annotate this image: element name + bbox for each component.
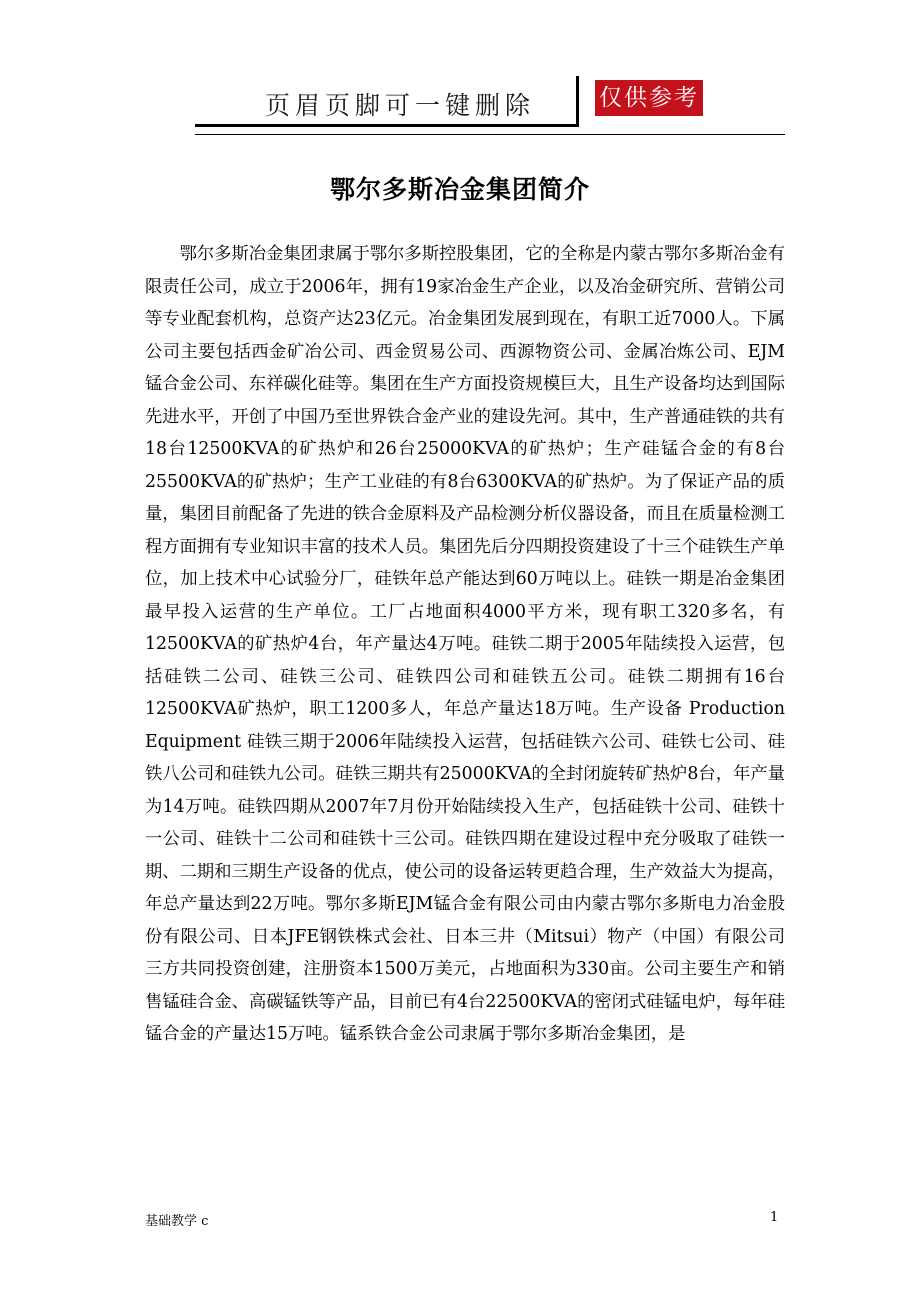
- document-title: 鄂尔多斯冶金集团简介: [329, 175, 590, 204]
- body-paragraph: 鄂尔多斯冶金集团隶属于鄂尔多斯控股集团，它的全称是内蒙古鄂尔多斯冶金有限责任公司，成立于2006年，拥有19家冶金生产企业，以及冶金研究所、营销公司等专业配套机构，总资产达23亿元。冶金集团发展到现在，有职工近7000人。下属公司主要包括西金矿冶公司、西金贸易公司、西源物资公司、金属冶炼公司、EJM锰合金公司、东祥碳化硅等。集团在生产方面投资规模巨大，且生产设备均达到国际先进水平，开创了中国乃至世界铁合金产业的建设先河。其中，生产普通硅铁的共有18台12500KVA的矿热炉和26台25000KVA的矿热炉；生产硅锰合金的有8台25500KVA的矿热炉；生产工业硅的有8台6300KVA的矿热炉。为了保证产品的质量，集团目前配备了先进的铁合金原料及产品检测分析仪器设备，而且在质量检测工程方面拥有专业知识丰富的技术人员。集团先后分四期投资建设了十三个硅铁生产单位，加上技术中心试验分厂，硅铁年总产能达到60万吨以上。硅铁一期是冶金集团最早投入运营的生产单位。工厂占地面积4000平方米，现有职工320多名，有12500KVA的矿热炉4台，年产量达4万吨。硅铁二期于2005年陆续投入运营，包括硅铁二公司、硅铁三公司、硅铁四公司和硅铁五公司。硅铁二期拥有16台12500KVA矿热炉，职工1200多人，年总产量达18万吨。生产设备 Production Equipment 硅铁三期于2006年陆续投入运营，包括硅铁六公司、硅铁七公司、硅铁八公司和硅铁九公司。硅铁三期共有25000KVA的全封闭旋转矿热炉8台，年产量为14万吨。硅铁四期从2007年7月份开始陆续投入生产，包括硅铁十公司、硅铁十一公司、硅铁十二公司和硅铁十三公司。硅铁四期在建设过程中充分吸取了硅铁一期、二期和三期生产设备的优点，使公司的设备运转更趋合理，生产效益大为提高，年总产量达到22万吨。鄂尔多斯EJM锰合金有限公司由内蒙古鄂尔多斯电力冶金股份有限公司、日本JFE钢铁株式会社、日本三井（Mitsui）物产（中国）有限公司三方共同投资创建，注册资本1500万美元，占地面积为330亩。公司主要生产和销售锰硅合金、高碳锰铁等产品，目前已有4台22500KVA的密闭式硅锰电炉，每年硅锰合金的产量达15万吨。锰系铁合金公司隶属于鄂尔多斯冶金集团，是: [145, 244, 785, 1044]
- header-text: 页眉页脚可一键删除: [265, 91, 536, 120]
- header-divider: [576, 76, 579, 126]
- footer-text: 基础教学 c: [145, 1214, 209, 1229]
- header-rule-thick: [195, 124, 579, 127]
- page-header: [195, 72, 785, 136]
- reference-only-badge: 仅供参考: [595, 80, 703, 116]
- page-number: 1: [770, 1210, 779, 1225]
- header-rule-thin: [195, 134, 785, 135]
